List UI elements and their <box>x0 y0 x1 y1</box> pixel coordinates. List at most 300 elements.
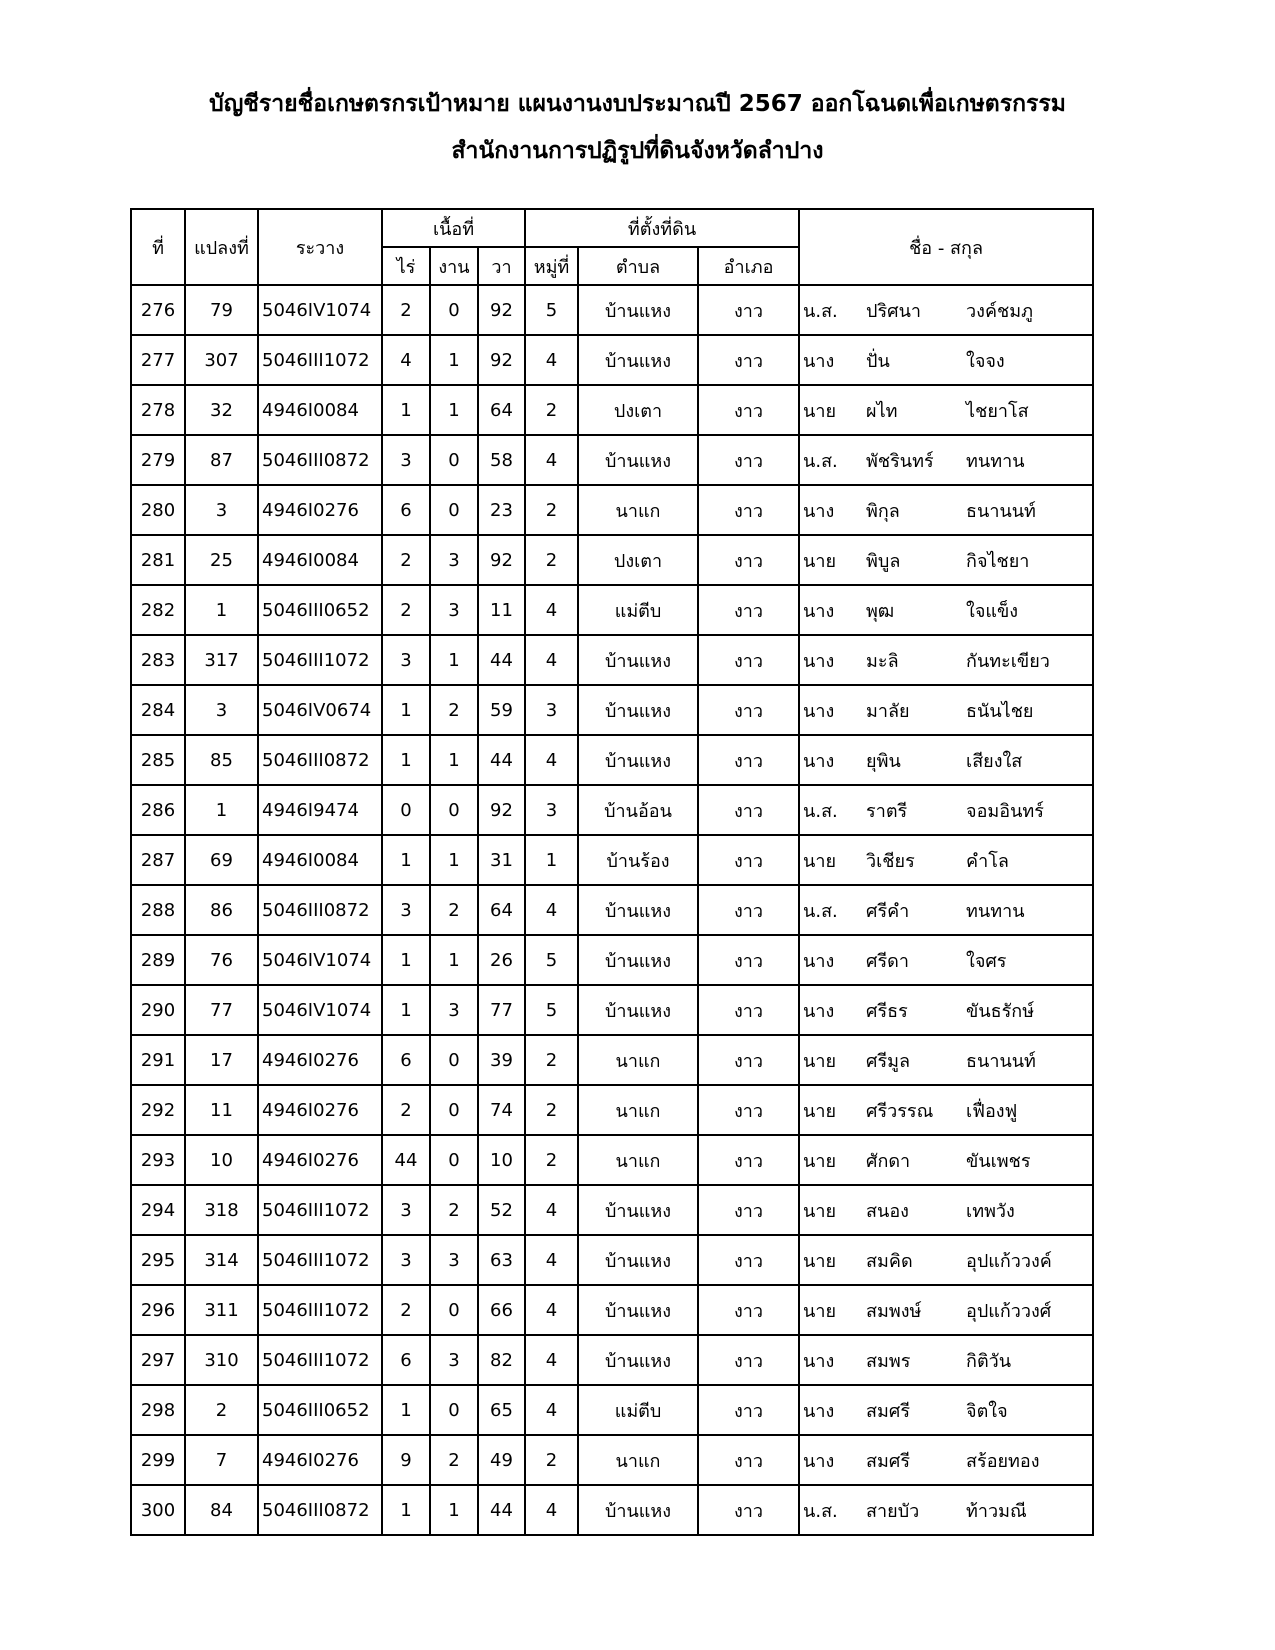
cell-sheet: 4946I0084 <box>258 835 382 885</box>
table-row <box>131 1185 1093 1235</box>
cell-sheet: 5046III1072 <box>258 1235 382 1285</box>
name-first: สมพงษ์ <box>866 1300 922 1322</box>
name-prefix: นาย <box>803 1200 837 1222</box>
cell-wa: 66 <box>478 1285 525 1335</box>
cell-tambon: บ้านแหง <box>578 885 698 935</box>
cell-plot: 1 <box>185 585 258 635</box>
cell-moo: 4 <box>525 735 578 785</box>
cell-sheet: 5046III0872 <box>258 1485 382 1535</box>
cell-moo: 5 <box>525 935 578 985</box>
cell-rai: 3 <box>382 885 430 935</box>
name-first: สมศรี <box>866 1400 910 1422</box>
table-row <box>131 835 1093 885</box>
cell-wa: 44 <box>478 635 525 685</box>
cell-tambon: ปงเตา <box>578 385 698 435</box>
cell-moo: 3 <box>525 785 578 835</box>
cell-amphoe: งาว <box>698 1385 799 1435</box>
cell-tambon: แม่ตีบ <box>578 1385 698 1435</box>
cell-no: 283 <box>131 635 185 685</box>
cell-amphoe: งาว <box>698 1135 799 1185</box>
name-last: เทพวัง <box>966 1200 1015 1222</box>
cell-ngan: 2 <box>430 685 478 735</box>
cell-sheet: 4946I9474 <box>258 785 382 835</box>
cell-wa: 11 <box>478 585 525 635</box>
cell-tambon: บ้านแหง <box>578 635 698 685</box>
cell-moo: 4 <box>525 1285 578 1335</box>
cell-name <box>799 385 1093 435</box>
name-first: ราตรี <box>866 800 908 822</box>
cell-plot: 69 <box>185 835 258 885</box>
cell-plot: 310 <box>185 1335 258 1385</box>
cell-moo: 2 <box>525 1135 578 1185</box>
name-last: อุปแก้ววงศ์ <box>966 1300 1052 1322</box>
cell-plot: 11 <box>185 1085 258 1135</box>
name-last: กิจไชยา <box>966 550 1030 572</box>
cell-tambon: นาแก <box>578 1035 698 1085</box>
cell-wa: 44 <box>478 1485 525 1535</box>
table-row <box>131 485 1093 535</box>
cell-name <box>799 885 1093 935</box>
cell-plot: 76 <box>185 935 258 985</box>
farmer-table <box>130 208 1094 1536</box>
name-prefix: นาย <box>803 1150 837 1172</box>
name-first: ศรีธร <box>866 1000 908 1022</box>
name-prefix: นาง <box>803 600 835 622</box>
cell-moo: 2 <box>525 1035 578 1085</box>
name-first: สนอง <box>866 1200 909 1222</box>
table-row <box>131 335 1093 385</box>
name-last: จิตใจ <box>966 1400 1008 1422</box>
cell-amphoe: งาว <box>698 985 799 1035</box>
cell-name <box>799 285 1093 335</box>
cell-sheet: 4946I0084 <box>258 535 382 585</box>
cell-name <box>799 1185 1093 1235</box>
cell-ngan: 0 <box>430 1385 478 1435</box>
cell-plot: 84 <box>185 1485 258 1535</box>
cell-ngan: 0 <box>430 1085 478 1135</box>
title-line-2: สำนักงานการปฏิรูปที่ดินจังหวัดลำปาง <box>451 138 824 164</box>
table-row <box>131 1385 1093 1435</box>
cell-wa: 26 <box>478 935 525 985</box>
cell-ngan: 3 <box>430 535 478 585</box>
cell-ngan: 0 <box>430 785 478 835</box>
name-prefix: นาง <box>803 750 835 772</box>
cell-tambon: นาแก <box>578 1085 698 1135</box>
cell-wa: 10 <box>478 1135 525 1185</box>
name-prefix: นาย <box>803 1250 837 1272</box>
name-last: ขันธรักษ์ <box>966 1000 1035 1022</box>
cell-amphoe: งาว <box>698 635 799 685</box>
cell-sheet: 5046III0872 <box>258 735 382 785</box>
cell-sheet: 5046III1072 <box>258 1285 382 1335</box>
table-row <box>131 285 1093 335</box>
cell-ngan: 3 <box>430 985 478 1035</box>
cell-ngan: 0 <box>430 435 478 485</box>
cell-rai: 6 <box>382 1335 430 1385</box>
name-last: กิติวัน <box>966 1350 1012 1372</box>
cell-plot: 3 <box>185 685 258 735</box>
cell-no: 286 <box>131 785 185 835</box>
cell-moo: 3 <box>525 685 578 735</box>
table-row <box>131 1435 1093 1485</box>
cell-ngan: 1 <box>430 735 478 785</box>
cell-no: 284 <box>131 685 185 735</box>
cell-name <box>799 1085 1093 1135</box>
cell-name <box>799 1135 1093 1185</box>
cell-sheet: 4946I0276 <box>258 485 382 535</box>
cell-no: 288 <box>131 885 185 935</box>
cell-tambon: บ้านแหง <box>578 735 698 785</box>
header-sheet: ระวาง <box>258 209 382 285</box>
table-row <box>131 785 1093 835</box>
cell-amphoe: งาว <box>698 535 799 585</box>
cell-amphoe: งาว <box>698 685 799 735</box>
cell-moo: 2 <box>525 385 578 435</box>
name-last: ธนานนท์ <box>966 500 1036 522</box>
cell-no: 290 <box>131 985 185 1035</box>
header-location: ที่ตั้งที่ดิน <box>525 209 799 247</box>
cell-amphoe: งาว <box>698 785 799 835</box>
cell-name <box>799 1035 1093 1085</box>
cell-wa: 49 <box>478 1435 525 1485</box>
cell-rai: 1 <box>382 385 430 435</box>
cell-tambon: แม่ตีบ <box>578 585 698 635</box>
cell-name <box>799 835 1093 885</box>
cell-moo: 4 <box>525 1335 578 1385</box>
cell-sheet: 5046III1072 <box>258 1185 382 1235</box>
name-prefix: นาง <box>803 1000 835 1022</box>
cell-ngan: 0 <box>430 1135 478 1185</box>
cell-plot: 318 <box>185 1185 258 1235</box>
cell-tambon: บ้านแหง <box>578 685 698 735</box>
cell-plot: 311 <box>185 1285 258 1335</box>
cell-rai: 2 <box>382 1285 430 1335</box>
cell-plot: 79 <box>185 285 258 335</box>
name-first: ศรีดา <box>866 950 909 972</box>
table-row <box>131 1235 1093 1285</box>
cell-sheet: 5046III1072 <box>258 1335 382 1385</box>
table-row <box>131 1285 1093 1335</box>
cell-rai: 4 <box>382 335 430 385</box>
table-row <box>131 385 1093 435</box>
cell-tambon: บ้านแหง <box>578 1285 698 1335</box>
cell-no: 298 <box>131 1385 185 1435</box>
cell-amphoe: งาว <box>698 485 799 535</box>
cell-tambon: บ้านแหง <box>578 285 698 335</box>
cell-no: 295 <box>131 1235 185 1285</box>
name-first: ปริศนา <box>866 300 921 322</box>
table-row <box>131 685 1093 735</box>
cell-wa: 92 <box>478 535 525 585</box>
cell-no: 278 <box>131 385 185 435</box>
name-prefix: นาง <box>803 1350 835 1372</box>
cell-plot: 86 <box>185 885 258 935</box>
cell-wa: 31 <box>478 835 525 885</box>
cell-no: 285 <box>131 735 185 785</box>
cell-plot: 307 <box>185 335 258 385</box>
cell-no: 280 <box>131 485 185 535</box>
cell-amphoe: งาว <box>698 735 799 785</box>
cell-name <box>799 735 1093 785</box>
name-last: ธนันไชย <box>966 700 1034 722</box>
cell-rai: 6 <box>382 1035 430 1085</box>
cell-amphoe: งาว <box>698 1435 799 1485</box>
header-name: ชื่อ - สกุล <box>799 209 1093 285</box>
name-first: สมคิด <box>866 1250 913 1272</box>
name-first: พิบูล <box>866 550 901 572</box>
cell-wa: 39 <box>478 1035 525 1085</box>
table-row <box>131 1485 1093 1535</box>
table-row <box>131 1085 1093 1135</box>
cell-plot: 87 <box>185 435 258 485</box>
cell-rai: 3 <box>382 435 430 485</box>
table-row <box>131 735 1093 785</box>
cell-name <box>799 635 1093 685</box>
cell-no: 299 <box>131 1435 185 1485</box>
cell-rai: 1 <box>382 735 430 785</box>
cell-plot: 2 <box>185 1385 258 1435</box>
cell-tambon: นาแก <box>578 1135 698 1185</box>
cell-name <box>799 1485 1093 1535</box>
name-last: ขันเพชร <box>966 1150 1031 1172</box>
cell-amphoe: งาว <box>698 935 799 985</box>
name-first: สมศรี <box>866 1450 910 1472</box>
cell-ngan: 3 <box>430 1235 478 1285</box>
name-first: ศรีวรรณ <box>866 1100 934 1122</box>
cell-sheet: 5046III0652 <box>258 1385 382 1435</box>
cell-sheet: 4946I0276 <box>258 1085 382 1135</box>
cell-wa: 59 <box>478 685 525 735</box>
cell-tambon: บ้านร้อง <box>578 835 698 885</box>
header-amphoe: อำเภอ <box>698 247 799 285</box>
cell-amphoe: งาว <box>698 1335 799 1385</box>
name-prefix: นาย <box>803 850 837 872</box>
cell-amphoe: งาว <box>698 885 799 935</box>
cell-name <box>799 685 1093 735</box>
header-moo: หมู่ที่ <box>525 247 578 285</box>
name-last: ท้าวมณี <box>966 1500 1027 1522</box>
name-last: คำโล <box>966 850 1009 872</box>
name-first: พัชรินทร์ <box>866 450 934 472</box>
cell-name <box>799 335 1093 385</box>
cell-plot: 85 <box>185 735 258 785</box>
name-last: ทนทาน <box>966 450 1025 472</box>
cell-no: 276 <box>131 285 185 335</box>
cell-moo: 4 <box>525 585 578 635</box>
name-prefix: นาง <box>803 1400 835 1422</box>
name-first: ปั่น <box>866 350 890 372</box>
name-prefix: นาง <box>803 1450 835 1472</box>
cell-no: 294 <box>131 1185 185 1235</box>
cell-wa: 23 <box>478 485 525 535</box>
cell-name <box>799 1235 1093 1285</box>
cell-plot: 7 <box>185 1435 258 1485</box>
cell-rai: 2 <box>382 1085 430 1135</box>
cell-moo: 2 <box>525 535 578 585</box>
cell-rai: 3 <box>382 1235 430 1285</box>
cell-name <box>799 435 1093 485</box>
cell-plot: 1 <box>185 785 258 835</box>
cell-ngan: 2 <box>430 885 478 935</box>
name-first: มะลิ <box>866 650 899 672</box>
cell-wa: 44 <box>478 735 525 785</box>
name-first: มาลัย <box>866 700 910 722</box>
cell-sheet: 5046III0652 <box>258 585 382 635</box>
cell-tambon: บ้านแหง <box>578 985 698 1035</box>
cell-no: 296 <box>131 1285 185 1335</box>
name-first: สมพร <box>866 1350 911 1372</box>
cell-sheet: 5046III1072 <box>258 635 382 685</box>
cell-name <box>799 1335 1093 1385</box>
cell-wa: 65 <box>478 1385 525 1435</box>
cell-moo: 4 <box>525 435 578 485</box>
cell-tambon: บ้านแหง <box>578 935 698 985</box>
header-rai: ไร่ <box>382 247 430 285</box>
name-prefix: นาง <box>803 650 835 672</box>
cell-amphoe: งาว <box>698 585 799 635</box>
cell-moo: 4 <box>525 1185 578 1235</box>
name-first: วิเชียร <box>866 850 915 872</box>
table-row <box>131 1335 1093 1385</box>
name-prefix: น.ส. <box>803 800 838 822</box>
cell-rai: 3 <box>382 635 430 685</box>
cell-rai: 1 <box>382 835 430 885</box>
cell-amphoe: งาว <box>698 1485 799 1535</box>
cell-amphoe: งาว <box>698 285 799 335</box>
cell-wa: 58 <box>478 435 525 485</box>
cell-plot: 25 <box>185 535 258 585</box>
name-last: ธนานนท์ <box>966 1050 1036 1072</box>
cell-sheet: 4946I0276 <box>258 1135 382 1185</box>
cell-amphoe: งาว <box>698 1185 799 1235</box>
cell-tambon: บ้านแหง <box>578 1235 698 1285</box>
cell-ngan: 1 <box>430 385 478 435</box>
cell-no: 291 <box>131 1035 185 1085</box>
cell-name <box>799 1385 1093 1435</box>
cell-amphoe: งาว <box>698 1235 799 1285</box>
cell-rai: 2 <box>382 285 430 335</box>
name-last: อุปแก้ววงค์ <box>966 1250 1052 1272</box>
cell-amphoe: งาว <box>698 335 799 385</box>
name-first: สายบัว <box>866 1500 920 1522</box>
cell-sheet: 4946I0276 <box>258 1435 382 1485</box>
cell-no: 292 <box>131 1085 185 1135</box>
cell-rai: 2 <box>382 585 430 635</box>
cell-moo: 2 <box>525 485 578 535</box>
cell-sheet: 5046IV1074 <box>258 285 382 335</box>
cell-plot: 77 <box>185 985 258 1035</box>
cell-no: 277 <box>131 335 185 385</box>
cell-sheet: 4946I0276 <box>258 1035 382 1085</box>
header-no: ที่ <box>131 209 185 285</box>
cell-moo: 4 <box>525 885 578 935</box>
cell-tambon: บ้านอ้อน <box>578 785 698 835</box>
cell-wa: 92 <box>478 335 525 385</box>
title-line-1: บัญชีรายชื่อเกษตรกรเป้าหมาย แผนงานงบประมาณปี 2567 ออกโฉนดเพื่อเกษตรกรรม <box>209 91 1066 117</box>
cell-no: 287 <box>131 835 185 885</box>
cell-ngan: 2 <box>430 1435 478 1485</box>
table-row <box>131 935 1093 985</box>
cell-tambon: นาแก <box>578 1435 698 1485</box>
table-row <box>131 585 1093 635</box>
name-first: พิกุล <box>866 500 900 522</box>
cell-tambon: บ้านแหง <box>578 1335 698 1385</box>
cell-name <box>799 935 1093 985</box>
name-prefix: น.ส. <box>803 300 838 322</box>
cell-rai: 9 <box>382 1435 430 1485</box>
cell-tambon: บ้านแหง <box>578 435 698 485</box>
name-prefix: นาง <box>803 500 835 522</box>
cell-sheet: 4946I0084 <box>258 385 382 435</box>
cell-rai: 1 <box>382 685 430 735</box>
cell-no: 282 <box>131 585 185 635</box>
table-row <box>131 985 1093 1035</box>
cell-tambon: ปงเตา <box>578 535 698 585</box>
name-last: ใจศร <box>966 950 1007 972</box>
name-prefix: น.ส. <box>803 1500 838 1522</box>
cell-no: 281 <box>131 535 185 585</box>
name-prefix: นาง <box>803 350 835 372</box>
cell-no: 293 <box>131 1135 185 1185</box>
cell-sheet: 5046III0872 <box>258 435 382 485</box>
cell-sheet: 5046IV1074 <box>258 935 382 985</box>
cell-sheet: 5046IV0674 <box>258 685 382 735</box>
header-area: เนื้อที่ <box>382 209 525 247</box>
cell-wa: 64 <box>478 385 525 435</box>
cell-moo: 2 <box>525 1435 578 1485</box>
header-tambon: ตำบล <box>578 247 698 285</box>
cell-wa: 92 <box>478 285 525 335</box>
name-prefix: นาย <box>803 1100 837 1122</box>
cell-name <box>799 1435 1093 1485</box>
name-first: ศักดา <box>866 1150 911 1172</box>
name-first: ศรีมูล <box>866 1050 911 1072</box>
name-prefix: นาง <box>803 950 835 972</box>
cell-ngan: 3 <box>430 585 478 635</box>
cell-plot: 32 <box>185 385 258 435</box>
cell-no: 300 <box>131 1485 185 1535</box>
cell-moo: 1 <box>525 835 578 885</box>
cell-name <box>799 785 1093 835</box>
cell-plot: 17 <box>185 1035 258 1085</box>
cell-moo: 2 <box>525 1085 578 1135</box>
table-body <box>131 285 1093 1535</box>
name-last: ทนทาน <box>966 900 1025 922</box>
cell-moo: 4 <box>525 1235 578 1285</box>
cell-tambon: นาแก <box>578 485 698 535</box>
cell-no: 289 <box>131 935 185 985</box>
cell-tambon: บ้านแหง <box>578 335 698 385</box>
cell-amphoe: งาว <box>698 1285 799 1335</box>
cell-no: 297 <box>131 1335 185 1385</box>
cell-ngan: 0 <box>430 485 478 535</box>
header-ngan: งาน <box>430 247 478 285</box>
cell-ngan: 0 <box>430 1035 478 1085</box>
cell-ngan: 1 <box>430 835 478 885</box>
cell-plot: 317 <box>185 635 258 685</box>
cell-ngan: 2 <box>430 1185 478 1235</box>
cell-moo: 4 <box>525 335 578 385</box>
name-first: ศรีคำ <box>866 900 910 922</box>
name-last: เสียงใส <box>966 750 1023 772</box>
cell-rai: 6 <box>382 485 430 535</box>
cell-wa: 77 <box>478 985 525 1035</box>
cell-plot: 314 <box>185 1235 258 1285</box>
cell-ngan: 3 <box>430 1335 478 1385</box>
cell-wa: 63 <box>478 1235 525 1285</box>
cell-ngan: 1 <box>430 1485 478 1535</box>
table-row <box>131 635 1093 685</box>
